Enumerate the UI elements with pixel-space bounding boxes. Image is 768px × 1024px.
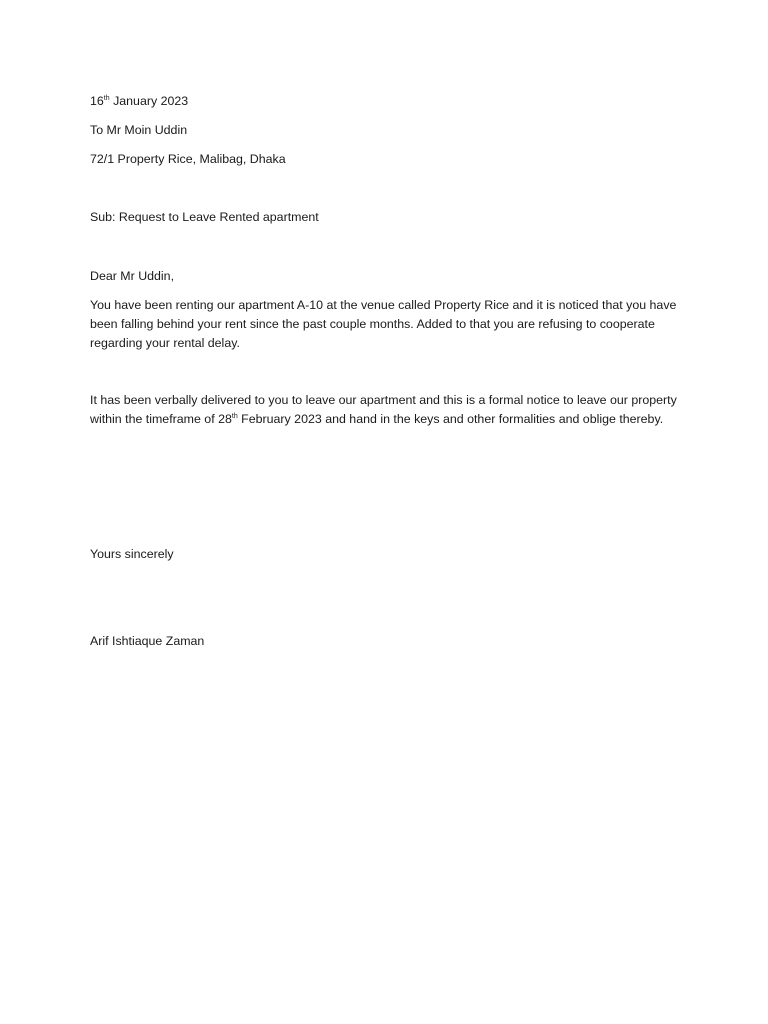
body-paragraph-1-text: You have been renting our apartment A-10 at the venue called Property Rice and it is noticed that you have been falling behind your rent since the past couple months. Added to that you are refusing to cooperate regarding your rental delay. [90,298,677,350]
salutation: Dear Mr Uddin, [90,269,175,283]
signature-name: Arif Ishtiaque Zaman [90,634,205,648]
paragraph-2-after: February 2023 and hand in the keys and other formalities and oblige thereby. [237,412,664,426]
letter-date [90,92,188,111]
body-paragraph-2-text [90,391,680,429]
letter-subject: Sub: Request to Leave Rented apartment [90,210,319,224]
paragraph-2-before: It has been verbally delivered to you to leave our apartment and this is a formal notice to leave our property within the timeframe of 28 [90,393,677,426]
recipient-address: 72/1 Property Rice, Malibag, Dhaka [90,152,286,166]
date-month-year: January 2023 [109,94,189,108]
date-day: 16 [90,94,104,108]
body-paragraph-1 [90,296,680,353]
recipient-name: To Mr Moin Uddin [90,123,188,137]
paragraph-2-ordinal-suffix: th [231,413,238,420]
date-ordinal-suffix: th [103,95,110,102]
closing: Yours sincerely [90,547,174,561]
body-paragraph-2 [90,391,680,429]
